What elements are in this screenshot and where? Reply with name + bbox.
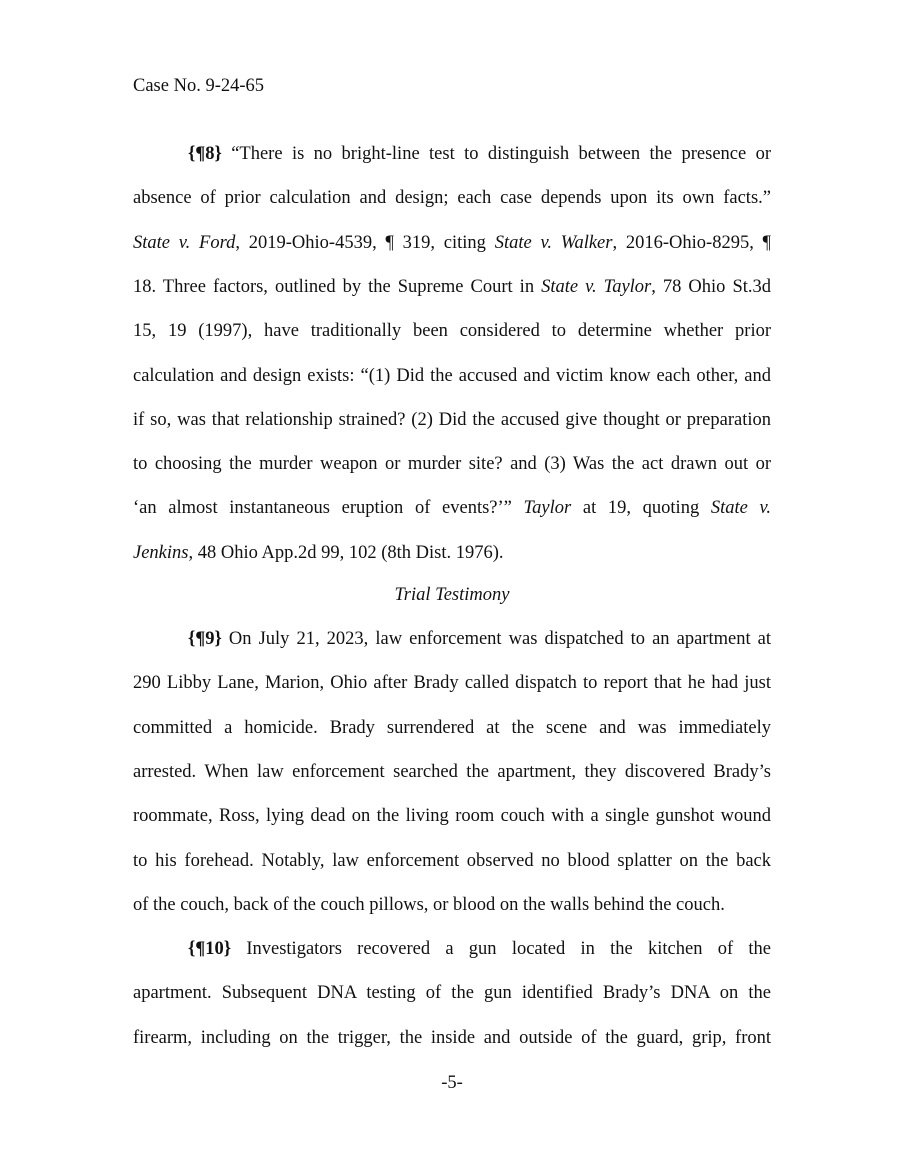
text-line: [133, 320, 771, 342]
text-line: [133, 850, 771, 872]
text-line: [133, 276, 771, 298]
text-run: to his forehead. Notably, law enforcement observed no blood splatter on the back: [133, 850, 771, 871]
text-line: [133, 805, 771, 827]
paragraph-marker: {¶10}: [188, 939, 232, 959]
text-run: firearm, including on the trigger, the inside and outside of the guard, grip, front: [133, 1027, 771, 1048]
text-line: [133, 717, 771, 739]
text-run: to choosing the murder weapon or murder site? and (3) Was the act drawn out or: [133, 454, 771, 475]
text-run: , 2016-Ohio-8295, ¶: [612, 232, 771, 253]
text-run: , 2019-Ohio-4539, ¶ 319, citing: [235, 232, 495, 253]
text-run: committed a homicide. Brady surrendered at the scene and was immediately: [133, 717, 771, 738]
text-line: [133, 497, 771, 519]
text-line: [133, 761, 771, 783]
case-citation: State v. Taylor: [541, 276, 652, 297]
text-line: [133, 409, 771, 431]
text-line: [133, 1027, 771, 1049]
text-line: [133, 982, 771, 1004]
case-number-header: Case No. 9-24-65: [133, 76, 265, 96]
text-run: 18. Three factors, outlined by the Supreme Court in: [133, 276, 542, 297]
case-citation: State v. Ford: [133, 232, 236, 253]
text-run: , 48 Ohio App.2d 99, 102 (8th Dist. 1976).: [188, 542, 504, 563]
text-run: absence of prior calculation and design; each case depends upon its own facts.”: [133, 188, 771, 209]
text-line: [133, 938, 771, 960]
text-run: 15, 19 (1997), have traditionally been considered to determine whether prior: [133, 321, 771, 342]
section-heading: Trial Testimony: [394, 585, 510, 605]
case-citation: State v.: [710, 498, 771, 519]
text-line: [133, 453, 771, 475]
text-run: , 78 Ohio St.3d: [651, 276, 771, 297]
text-line: [133, 542, 771, 564]
text-line: [133, 894, 771, 916]
text-line: [133, 628, 771, 650]
paragraph-marker: {¶9}: [188, 629, 222, 649]
text-line: [133, 187, 771, 209]
case-citation: Taylor: [523, 498, 572, 519]
text-line: [133, 672, 771, 694]
text-run: On July 21, 2023, law enforcement was dispatched to an apartment at: [221, 629, 771, 649]
text-run: at 19, quoting: [571, 498, 711, 519]
text-run: roommate, Ross, lying dead on the living room couch with a single gunshot wound: [133, 806, 771, 827]
paragraph-marker: {¶8}: [188, 144, 222, 164]
text-line: [133, 143, 771, 165]
text-run: “There is no bright-line test to distinguish between the presence or: [221, 144, 771, 164]
text-run: ‘an almost instantaneous eruption of events?’”: [133, 498, 524, 519]
text-run: calculation and design exists: “(1) Did the accused and victim know each other, and: [133, 365, 771, 386]
page-number: -5-: [441, 1073, 463, 1093]
text-run: 290 Libby Lane, Marion, Ohio after Brady called dispatch to report that he had just: [133, 673, 771, 694]
text-run: if so, was that relationship strained? (2) Did the accused give thought or preparation: [133, 409, 771, 430]
text-line: [133, 232, 771, 254]
text-run: Investigators recovered a gun located in the kitchen of the: [231, 939, 771, 959]
case-citation: State v. Walker: [494, 232, 613, 253]
text-line: [133, 365, 771, 387]
text-run: arrested. When law enforcement searched the apartment, they discovered Brady’s: [133, 761, 771, 782]
case-citation: Jenkins: [133, 542, 189, 563]
text-run: of the couch, back of the couch pillows, or blood on the walls behind the couch.: [133, 894, 725, 915]
text-run: apartment. Subsequent DNA testing of the gun identified Brady’s DNA on the: [133, 983, 771, 1004]
